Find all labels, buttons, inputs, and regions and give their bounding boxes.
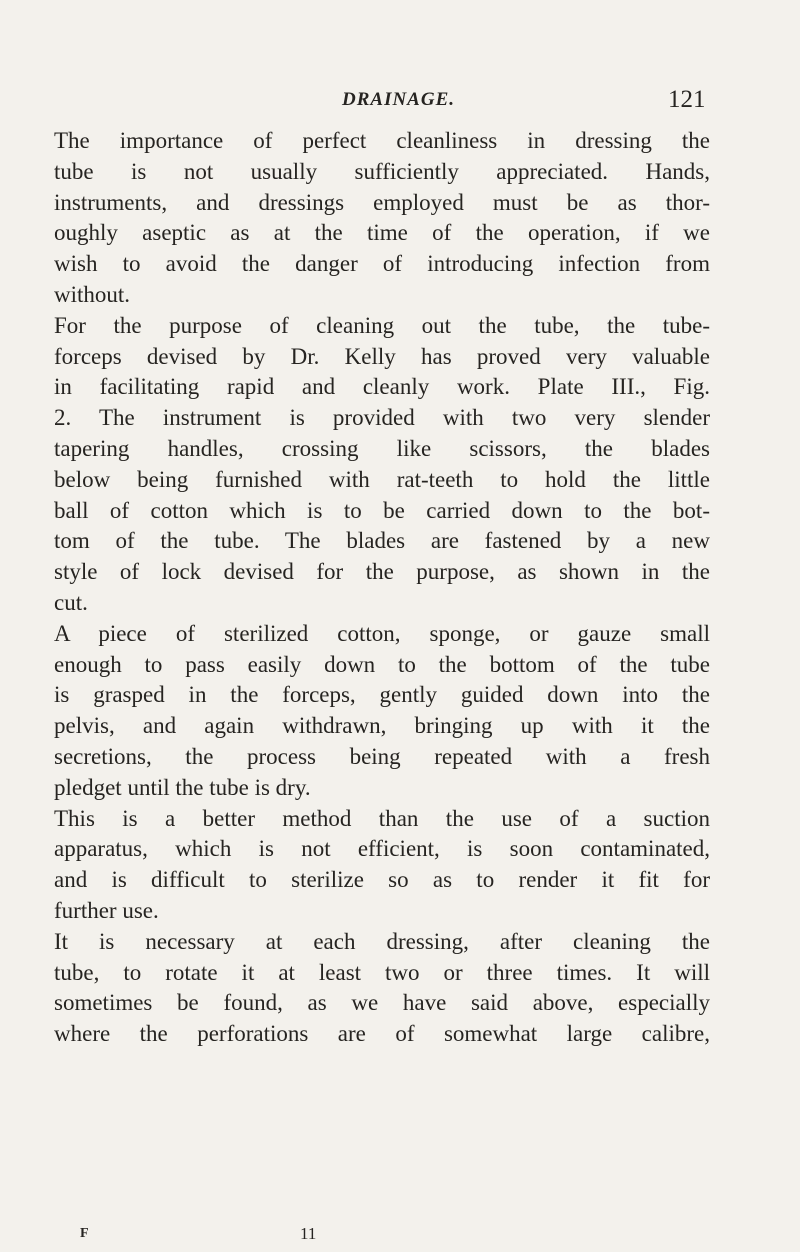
text-line: enough to pass easily down to the bottom of the tube	[54, 651, 710, 677]
text-line: A piece of sterilized cotton, sponge, or gauze small	[54, 620, 710, 646]
text-line: 2. The instrument is provided with two very slender	[54, 405, 710, 431]
page-number: 121	[668, 86, 706, 113]
text-line: in facilitating rapid and cleanly work. Plate III., Fig.	[54, 374, 710, 400]
text-line: style of lock devised for the purpose, as shown in the	[54, 559, 710, 585]
text-line: instruments, and dressings employed must be as thor-	[54, 189, 710, 215]
text-line: forceps devised by Dr. Kelly has proved very valuable	[54, 343, 710, 369]
text-line: wish to avoid the danger of introducing infection from	[54, 251, 710, 277]
page-header	[0, 88, 800, 124]
text-line: tapering handles, crossing like scissors, the blades	[54, 435, 710, 461]
signature-mark: F	[80, 1226, 89, 1241]
text-line: below being furnished with rat-teeth to hold the little	[54, 466, 710, 492]
text-line: tube, to rotate it at least two or three times. It will	[54, 959, 710, 985]
text-line: For the purpose of cleaning out the tube, the tube-	[54, 312, 710, 338]
text-line: is grasped in the forceps, gently guided down into the	[54, 682, 710, 708]
text-line: This is a better method than the use of a suction	[54, 805, 710, 831]
text-line: further use.	[54, 897, 159, 923]
text-line: oughly aseptic as at the time of the operation, if we	[54, 220, 710, 246]
text-line: where the perforations are of somewhat large calibre,	[54, 1021, 710, 1047]
body-text	[54, 126, 710, 1050]
sheet-number: 11	[300, 1224, 317, 1243]
page-footer	[0, 1224, 800, 1252]
text-line: ball of cotton which is to be carried down to the bot-	[54, 497, 710, 523]
text-line: without.	[54, 281, 131, 307]
running-head: DRAINAGE.	[342, 89, 455, 110]
text-line: secretions, the process being repeated with a fresh	[54, 743, 710, 769]
text-line: The importance of perfect cleanliness in dressing the	[54, 128, 710, 153]
text-line: apparatus, which is not efficient, is soon contaminated,	[54, 836, 710, 862]
text-line: and is difficult to sterilize so as to render it fit for	[54, 867, 710, 893]
text-line: tom of the tube. The blades are fastened by a new	[54, 528, 710, 554]
text-line: pledget until the tube is dry.	[54, 774, 311, 800]
text-line: It is necessary at each dressing, after cleaning the	[54, 928, 710, 954]
text-line: sometimes be found, as we have said above, especially	[54, 990, 710, 1016]
text-line: pelvis, and again withdrawn, bringing up with it the	[54, 713, 710, 739]
text-line: cut.	[54, 589, 88, 615]
text-line: tube is not usually sufficiently appreciated. Hands,	[54, 158, 710, 184]
